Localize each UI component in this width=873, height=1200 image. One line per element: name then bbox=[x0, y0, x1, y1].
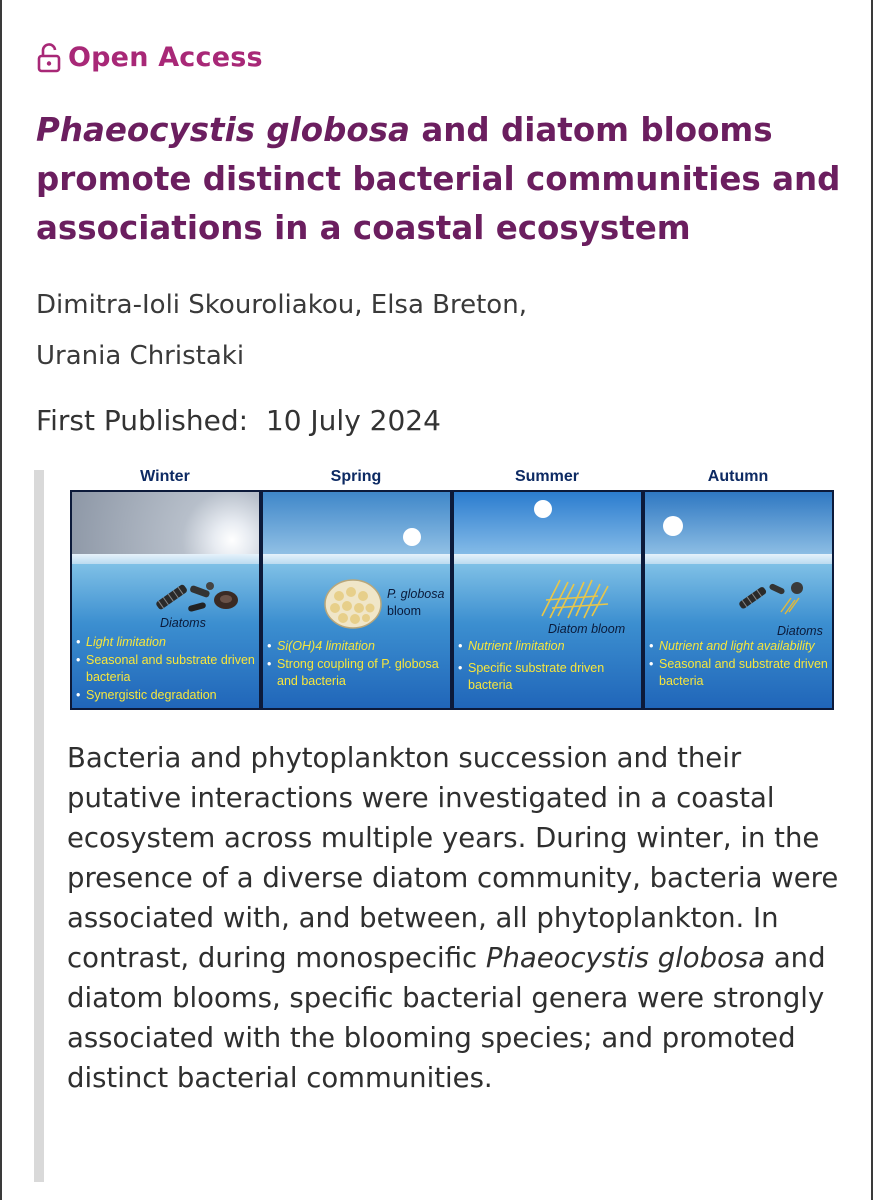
author-3[interactable]: Urania Christaki bbox=[36, 341, 245, 371]
published-date: 10 July 2024 bbox=[265, 404, 441, 437]
spring-bullet-2: • Strong coupling of P. globosa and bacteria bbox=[267, 656, 447, 691]
season-panel-autumn bbox=[643, 490, 834, 710]
author-1[interactable]: Dimitra-Ioli Skouroliakou, bbox=[36, 290, 363, 320]
article-title[interactable] bbox=[36, 106, 848, 253]
title-species: Phaeocystis globosa bbox=[36, 111, 410, 149]
abstract-quote-bar bbox=[34, 470, 44, 1182]
bullets-spring bbox=[267, 638, 447, 691]
phaeocystis-colony-icon bbox=[323, 578, 383, 630]
sky-spring bbox=[263, 492, 450, 562]
organism-label-spring bbox=[387, 586, 444, 620]
bullets-winter bbox=[76, 634, 256, 704]
open-access-label: Open Access bbox=[68, 42, 263, 73]
season-title-summer: Summer bbox=[514, 468, 580, 485]
author-list bbox=[36, 280, 736, 382]
published-label: First Published: bbox=[36, 404, 249, 437]
graphical-abstract bbox=[70, 468, 838, 713]
summer-bullet-2: • Specific substrate driven bacteria bbox=[458, 660, 638, 695]
sun-icon bbox=[403, 528, 421, 546]
season-panel-spring bbox=[261, 490, 452, 710]
abstract-species: Phaeocystis globosa bbox=[485, 942, 766, 974]
bullets-summer bbox=[458, 638, 638, 695]
abstract-part-2: and diatom blooms, specific bacterial genera were strongly associated with the blooming species; and promoted distinct bacterial communities. bbox=[67, 942, 826, 1094]
organism-label-summer: Diatom bloom bbox=[548, 622, 626, 636]
season-title-spring: Spring bbox=[330, 468, 382, 485]
sky-winter bbox=[72, 492, 259, 562]
diatom-bloom-icon bbox=[538, 576, 618, 622]
author-2[interactable]: Elsa Breton, bbox=[370, 290, 527, 320]
autumn-bullet-2: • Seasonal and substrate driven bacteria bbox=[649, 656, 829, 691]
season-panel-summer bbox=[452, 490, 643, 710]
sun-icon bbox=[663, 516, 683, 536]
abstract-part-1: Bacteria and phytoplankton succession and their putative interactions were investigated in a coastal ecosystem across multiple years. During winter, in the presence of a diverse diatom community, bacteria were associated with, and between, all phytoplankton. In contrast, during monospecific bbox=[67, 742, 839, 974]
open-access-badge[interactable] bbox=[36, 42, 263, 73]
diatom-cells-icon bbox=[735, 576, 815, 620]
organism-label-autumn: Diatoms bbox=[777, 624, 823, 638]
winter-bullet-3: • Synergistic degradation bbox=[76, 687, 256, 705]
winter-bullet-1: • Light limitation bbox=[76, 634, 256, 652]
season-title-winter: Winter bbox=[140, 468, 190, 485]
autumn-bullet-1: • Nutrient and light availability bbox=[649, 638, 829, 656]
winter-bullet-2: • Seasonal and substrate driven bacteria bbox=[76, 652, 256, 687]
organism-label-winter: Diatoms bbox=[160, 616, 206, 630]
title-text: and diatom blooms promote distinct bacterial communities and associations in a coastal ecosystem bbox=[36, 111, 841, 247]
abstract-text bbox=[67, 738, 847, 1098]
bullets-autumn bbox=[649, 638, 829, 691]
left-border bbox=[0, 0, 2, 1200]
spring-bullet-1: • Si(OH)4 limitation bbox=[267, 638, 447, 656]
sun-icon bbox=[534, 500, 552, 518]
bloom-word: bloom bbox=[387, 604, 422, 618]
species-name: P. globosa bbox=[387, 587, 445, 601]
season-title-autumn: Autumn bbox=[707, 468, 769, 485]
unlock-icon bbox=[36, 43, 62, 73]
publication-date bbox=[36, 404, 441, 437]
season-panel-winter bbox=[70, 490, 261, 710]
summer-bullet-1: • Nutrient limitation bbox=[458, 638, 638, 656]
